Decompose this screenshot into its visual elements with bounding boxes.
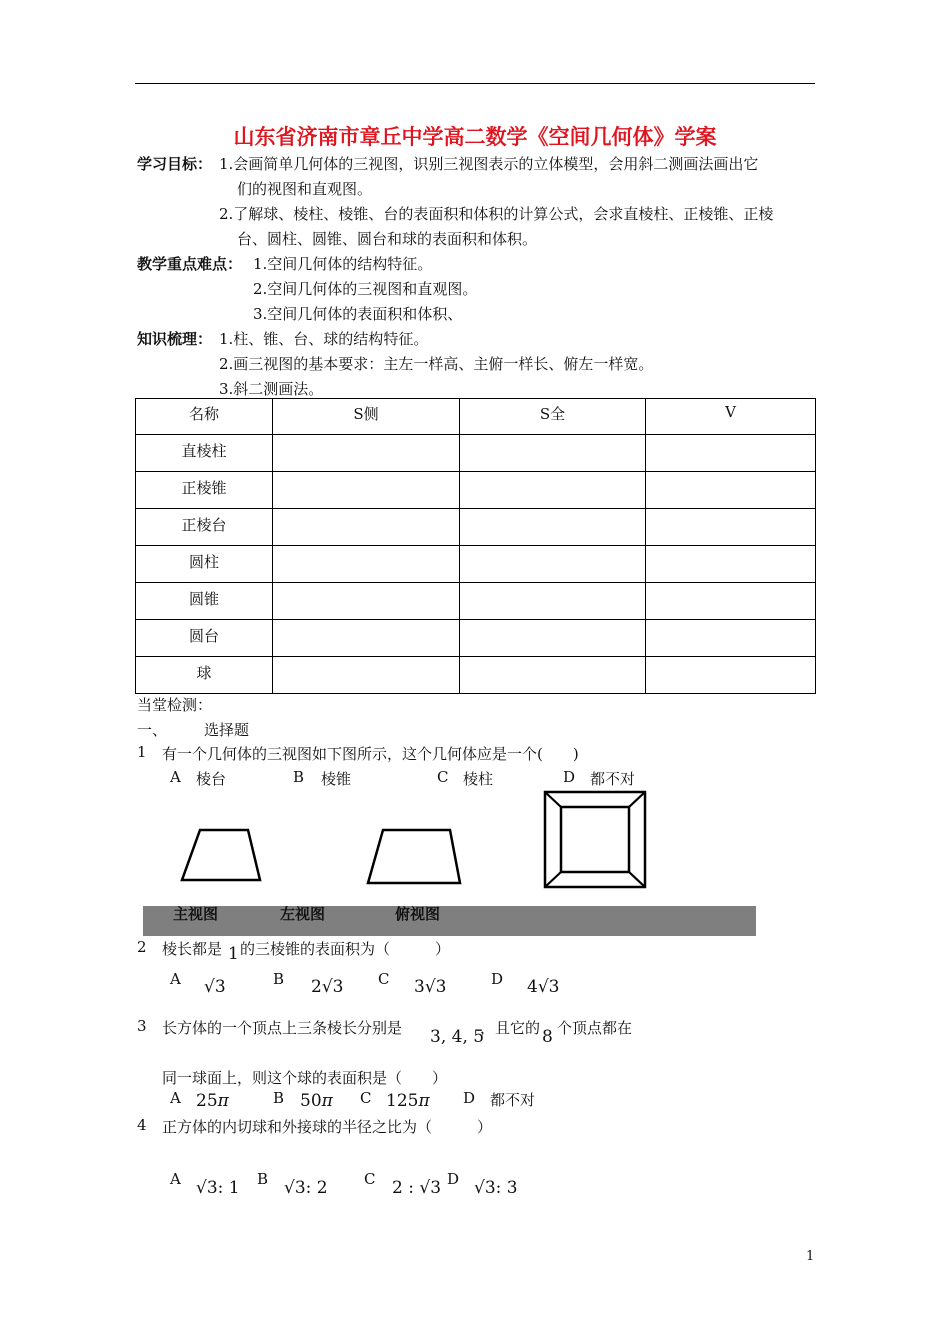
test-heading: 当堂检测：	[137, 696, 213, 714]
top-view-label: 俯视图	[395, 905, 441, 923]
q1-option-d-letter: D	[563, 768, 576, 786]
q2-option-a-letter: A	[170, 970, 181, 988]
table-cell	[646, 546, 816, 583]
table-cell	[273, 657, 460, 694]
table-cell	[646, 435, 816, 472]
q4-option-d-value: √3: 3	[474, 1178, 518, 1198]
table-row	[136, 583, 816, 620]
q3-text-a: 长方体的一个顶点上三条棱长分别是	[162, 1019, 403, 1037]
coefficient: 25	[196, 1091, 218, 1111]
radicand: 3	[294, 1178, 306, 1198]
review-2: 2.画三视图的基本要求：主左一样高、主俯一样长、俯左一样宽。	[219, 355, 654, 373]
row-name: 圆锥	[136, 583, 273, 620]
q2-text-b: 的三棱锥的表面积为（ ）	[240, 940, 451, 958]
goal-1-line-1: 1.会画简单几何体的三视图，识别三视图表示的立体模型，会用斜二测画法画出它	[219, 155, 759, 173]
q4-option-c-letter: C	[364, 1170, 376, 1188]
side-view-trapezoid	[368, 830, 460, 883]
coefficient: 4	[527, 977, 538, 997]
q2-option-b-value: 2√3	[311, 977, 344, 997]
q4-option-d-letter: D	[447, 1170, 460, 1188]
q1-option-b-letter: B	[293, 768, 305, 786]
goal-2-line-1: 2.了解球、棱柱、棱锥、台的表面积和体积的计算公式，会求直棱柱、正棱锥、正棱	[219, 205, 774, 223]
q3-text-c: 个顶点都在	[557, 1019, 633, 1037]
q4-text: 正方体的内切球和外接球的半径之比为（ ）	[162, 1118, 493, 1136]
coefficient: 50	[300, 1091, 322, 1111]
table-cell	[646, 472, 816, 509]
q3-option-a-letter: A	[170, 1089, 181, 1107]
table-row	[136, 509, 816, 546]
q2-option-d-letter: D	[491, 970, 504, 988]
q3-option-d-text: 都不对	[490, 1091, 536, 1109]
review-3: 3.斜二测画法。	[219, 380, 324, 398]
radicand: 3	[206, 1178, 218, 1198]
q3-option-c-value	[386, 1091, 430, 1111]
table-cell	[273, 435, 460, 472]
q1-option-a-text: 棱台	[196, 770, 227, 788]
q2-option-c-value: 3√3	[414, 977, 447, 997]
table-cell	[460, 546, 646, 583]
q1-number: 1	[137, 743, 147, 761]
q3-count: 8	[542, 1027, 553, 1047]
q4-number: 4	[137, 1116, 147, 1134]
radicand: 3	[430, 1178, 442, 1198]
goal-2-line-2: 台、圆柱、圆锥、圆台和球的表面积和体积。	[237, 230, 538, 248]
keypoint-2: 2.空间几何体的三视图和直观图。	[253, 280, 478, 298]
table-cell	[460, 435, 646, 472]
q2-option-b-letter: B	[273, 970, 285, 988]
keypoints-label: 教学重点难点：	[137, 255, 243, 273]
row-name: 圆台	[136, 620, 273, 657]
coefficient: 125	[386, 1091, 419, 1111]
table-row	[136, 620, 816, 657]
pi-symbol: π	[418, 1091, 430, 1111]
section-number: 一、	[137, 721, 168, 739]
table-cell	[273, 583, 460, 620]
table-header-row	[136, 399, 816, 435]
coefficient: 3	[414, 977, 425, 997]
q1-option-c-text: 棱柱	[463, 770, 494, 788]
q1-option-a-letter: A	[170, 768, 181, 786]
header-name: 名称	[136, 399, 273, 435]
q2-option-c-letter: C	[378, 970, 390, 988]
row-name: 正棱台	[136, 509, 273, 546]
q1-option-b-text: 棱锥	[321, 770, 352, 788]
q2-text-a: 棱长都是	[162, 940, 223, 958]
q2-option-d-value: 4√3	[527, 977, 560, 997]
q3-option-d-letter: D	[463, 1089, 476, 1107]
coefficient: 2	[311, 977, 322, 997]
table-cell	[460, 620, 646, 657]
table-cell	[460, 583, 646, 620]
table-row	[136, 435, 816, 472]
q3-lengths: 3, 4, 5	[430, 1027, 485, 1047]
table-cell	[273, 472, 460, 509]
q4-option-a-letter: A	[170, 1170, 181, 1188]
q3-option-a-value	[196, 1091, 229, 1111]
pi-symbol: π	[217, 1091, 229, 1111]
q4-option-a-value: √3: 1	[196, 1178, 240, 1198]
table-cell	[460, 472, 646, 509]
q1-text: 有一个几何体的三视图如下图所示，这个几何体应是一个( )	[162, 745, 579, 763]
q3-option-b-value	[300, 1091, 333, 1111]
header-lateral-area: S侧	[273, 399, 460, 435]
table-row	[136, 472, 816, 509]
suffix: : 1	[217, 1178, 240, 1198]
table-cell	[460, 657, 646, 694]
keypoint-1: 1.空间几何体的结构特征。	[253, 255, 433, 273]
radicand: 3	[435, 977, 447, 997]
three-views-figure	[170, 785, 660, 895]
keypoint-3: 3.空间几何体的表面积和体积、	[253, 305, 463, 323]
header-rule	[135, 83, 815, 84]
q3-option-b-letter: B	[273, 1089, 285, 1107]
goals-label: 学习目标：	[137, 155, 213, 173]
table-cell	[646, 620, 816, 657]
radicand: 3	[214, 977, 226, 997]
view-label-bar	[143, 906, 756, 936]
q3-number: 3	[137, 1017, 147, 1035]
row-name: 球	[136, 657, 273, 694]
table-cell	[460, 509, 646, 546]
table-cell	[646, 657, 816, 694]
q1-option-d-text: 都不对	[590, 770, 636, 788]
radicand: 3	[484, 1178, 496, 1198]
q4-option-b-letter: B	[257, 1170, 269, 1188]
q4-option-b-value: √3: 2	[284, 1178, 328, 1198]
q2-option-a-value: √3	[204, 977, 226, 997]
pi-symbol: π	[321, 1091, 333, 1111]
header-volume: V	[646, 399, 816, 435]
review-1: 1.柱、锥、台、球的结构特征。	[219, 330, 429, 348]
table-cell	[273, 509, 460, 546]
front-view-trapezoid	[182, 830, 260, 880]
top-view-squares	[545, 792, 645, 887]
q3-option-c-letter: C	[360, 1089, 372, 1107]
formula-table	[135, 398, 816, 694]
q1-option-c-letter: C	[437, 768, 449, 786]
q3-text-b: ，且它的	[480, 1019, 541, 1037]
document-title: 山东省济南市章丘中学高二数学《空间几何体》学案	[233, 125, 717, 149]
review-label: 知识梳理：	[137, 330, 213, 348]
suffix: : 3	[495, 1178, 518, 1198]
front-view-label: 主视图	[173, 905, 219, 923]
q3-line-2: 同一球面上，则这个球的表面积是（ ）	[162, 1069, 448, 1087]
section-title: 选择题	[204, 721, 250, 739]
table-cell	[273, 546, 460, 583]
table-cell	[646, 583, 816, 620]
suffix: : 2	[305, 1178, 328, 1198]
radicand: 3	[332, 977, 344, 997]
q4-option-c-value: 2 : √3	[392, 1178, 442, 1198]
q2-value: 1	[228, 944, 239, 964]
table-cell	[273, 620, 460, 657]
page-number: 1	[806, 1249, 815, 1264]
table-row	[136, 546, 816, 583]
row-name: 圆柱	[136, 546, 273, 583]
side-view-label: 左视图	[280, 905, 326, 923]
goal-1-line-2: 们的视图和直观图。	[237, 180, 373, 198]
table-row	[136, 657, 816, 694]
radicand: 3	[548, 977, 560, 997]
row-name: 正棱锥	[136, 472, 273, 509]
header-total-area: S全	[460, 399, 646, 435]
q2-number: 2	[137, 938, 147, 956]
row-name: 直棱柱	[136, 435, 273, 472]
prefix: 2 :	[392, 1178, 420, 1198]
table-cell	[646, 509, 816, 546]
